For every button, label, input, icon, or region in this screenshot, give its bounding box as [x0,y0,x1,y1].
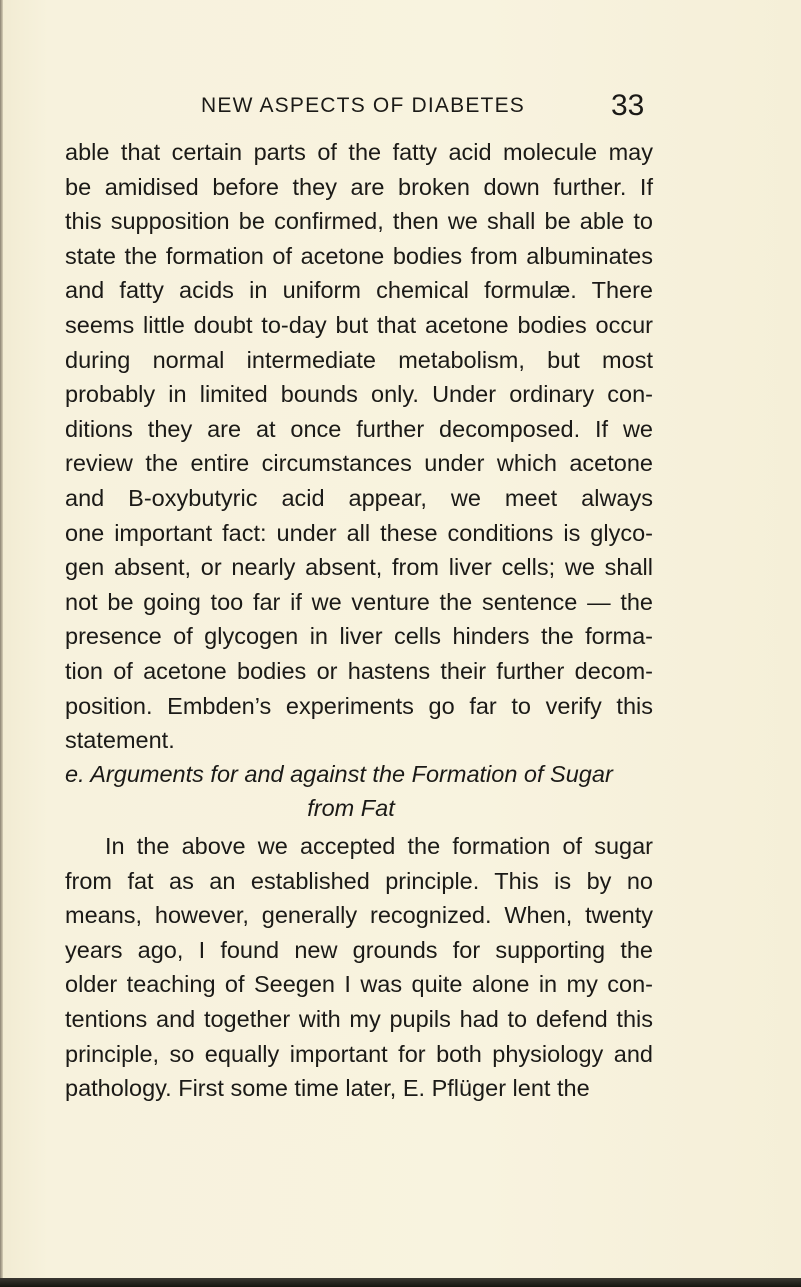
text-line: ditions they are at once further decomposed. If we [65,415,653,442]
text-line: statement. [65,727,175,754]
text-line: means, however, generally recognized. When, twenty [65,902,653,929]
text-line: gen absent, or nearly absent, from liver cells; we shall [65,554,653,581]
text-line: able that certain parts of the fatty acid molecule may [65,139,653,165]
text-line: be amidised before they are broken down further. If [65,173,653,200]
text-line: not be going too far if we venture the sentence — the [65,588,653,615]
paragraph-1 [65,135,653,758]
section-heading-line-2: from Fat [307,795,395,821]
text-line: and B-oxybutyric acid appear, we meet always [65,484,653,511]
text-line: tion of acetone bodies or hastens their further decom- [65,657,653,684]
section-heading [65,757,655,825]
text-line: pathology. First some time later, E. Pflüger lent the [65,1075,590,1102]
page-bottom-edge [0,1278,801,1287]
text-line: one important fact: under all these conditions is glyco- [65,519,653,546]
text-line: In the above we accepted the formation of sugar [105,833,653,859]
text-line: principle, so equally important for both physiology and [65,1040,653,1067]
text-line: presence of glycogen in liver cells hinders the forma- [65,623,653,650]
text-line: review the entire circumstances under which acetone [65,450,653,477]
running-head [0,89,801,128]
text-line: position. Embden’s experiments go far to verify this [65,692,653,719]
text-line: years ago, I found new grounds for supporting the [65,936,653,963]
running-title: NEW ASPECTS OF DIABETES [201,94,525,117]
text-line: and fatty acids in uniform chemical formulæ. There [65,277,653,304]
text-line: probably in limited bounds only. Under ordinary con- [65,381,653,408]
text-line: during normal intermediate metabolism, but most [65,346,653,373]
text-line: from fat as an established principle. This is by no [65,867,653,894]
paragraph-2 [65,829,653,1106]
text-line: state the formation of acetone bodies from albuminates [65,242,653,269]
text-line: this supposition be confirmed, then we shall be able to [65,208,653,235]
page-binding-edge [0,0,3,1287]
text-line: tentions and together with my pupils had to defend this [65,1005,653,1032]
page-number: 33 [611,89,645,122]
section-heading-line-1: e. Arguments for and against the Formation of Sugar [65,761,613,787]
text-line: older teaching of Seegen I was quite alone in my con- [65,971,653,998]
text-line: seems little doubt to-day but that acetone bodies occur [65,311,653,338]
